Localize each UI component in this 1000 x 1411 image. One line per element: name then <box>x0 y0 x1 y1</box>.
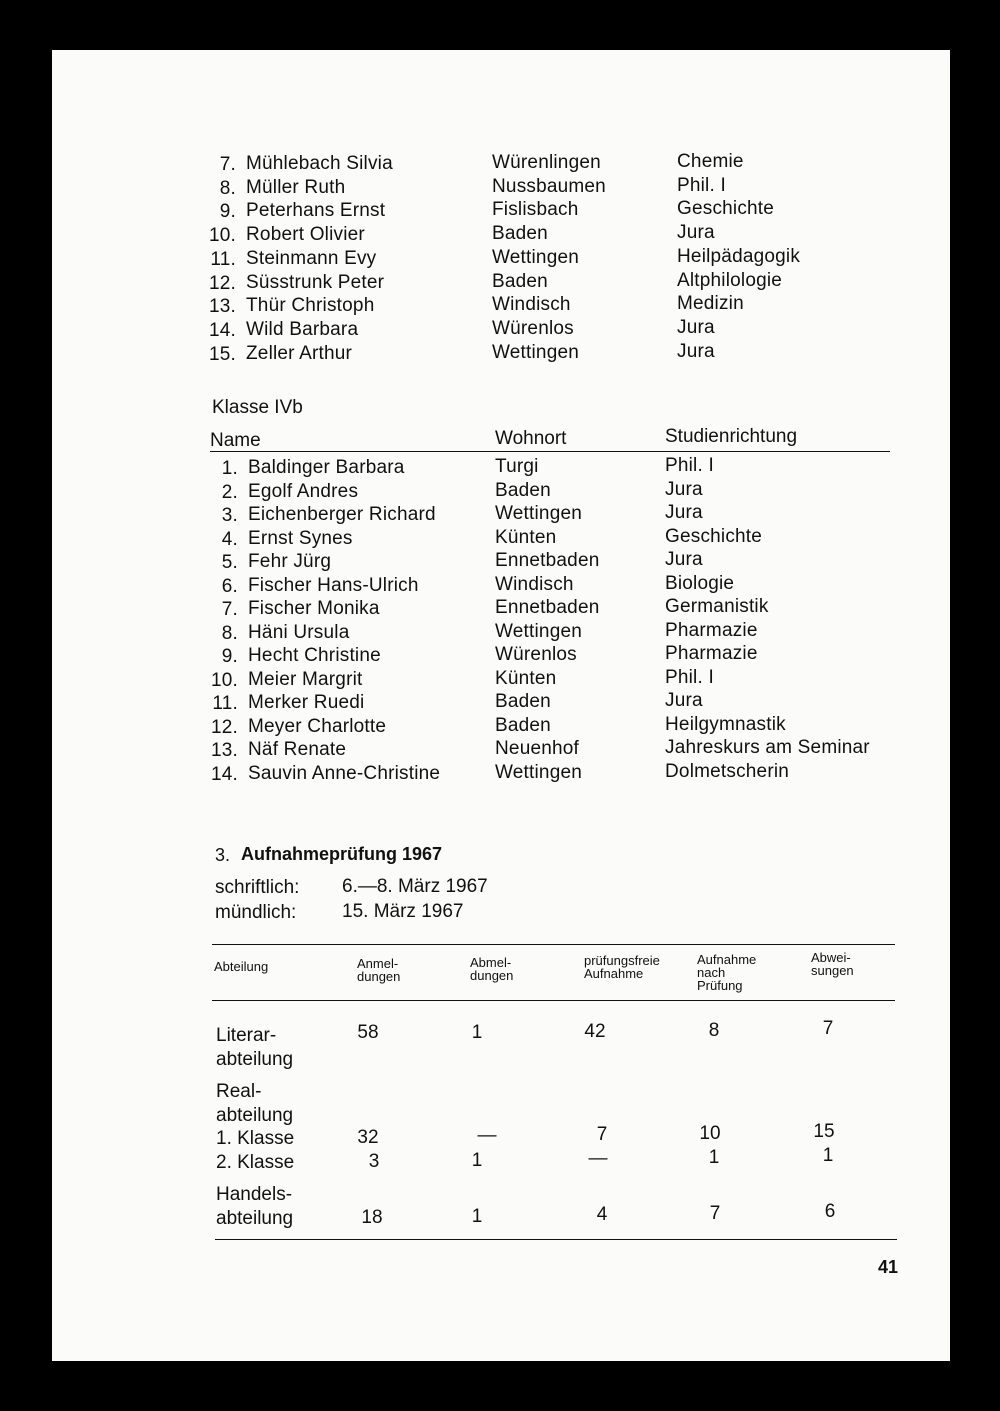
residence: Baden <box>492 223 548 245</box>
table-cell: 3 <box>368 1151 380 1172</box>
student-name: Peterhans Ernst <box>246 200 386 222</box>
residence: Künten <box>495 667 557 689</box>
list-item <box>52 502 950 529</box>
list-item <box>52 198 950 225</box>
item-number: 13. <box>208 296 236 318</box>
table-cell: 7 <box>822 1018 834 1039</box>
field-of-study: Phil. I <box>677 174 726 196</box>
residence: Baden <box>492 270 548 292</box>
residence: Wettingen <box>495 761 583 783</box>
field-of-study: Heilgymnastik <box>665 713 786 735</box>
student-name: Fischer Monika <box>248 598 380 619</box>
table-header-exam-free-admission: prüfungsfreie Aufnahme <box>584 953 660 981</box>
student-name: Näf Renate <box>248 739 347 760</box>
student-name: Meier Margrit <box>248 668 363 690</box>
table-header-registrations: Anmel- dungen <box>357 956 401 984</box>
field-of-study: Jura <box>677 222 715 244</box>
residence: Wettingen <box>495 620 583 642</box>
field-of-study: Jura <box>665 549 703 570</box>
list-item <box>52 760 950 788</box>
list-item <box>52 572 950 600</box>
table-cell: — <box>588 1148 608 1169</box>
residence: Würenlingen <box>492 152 601 173</box>
item-number: 11. <box>210 248 236 270</box>
list-item <box>52 340 950 368</box>
student-name: Steinmann Evy <box>246 247 377 269</box>
item-number: 9. <box>219 201 236 223</box>
class-title: Klasse IVb <box>212 397 303 418</box>
table-cell: 15 <box>813 1121 835 1142</box>
field-of-study: Biologie <box>665 572 735 594</box>
student-name: Baldinger Barbara <box>248 457 405 478</box>
item-number: 2. <box>221 481 238 503</box>
table-cell: 1 <box>471 1206 483 1227</box>
residence: Wettingen <box>492 341 580 363</box>
table-cell: 42 <box>584 1021 606 1042</box>
item-number: 15. <box>208 343 236 365</box>
table-cell: — <box>477 1125 497 1146</box>
student-name: Sauvin Anne-Christine <box>248 762 441 784</box>
list-item <box>52 455 950 482</box>
residence: Künten <box>495 526 557 548</box>
list-item <box>52 596 950 623</box>
field-of-study: Altphilologie <box>677 269 783 291</box>
row-label-class-2: 2. Klasse <box>216 1152 295 1173</box>
student-name: Wild Barbara <box>246 318 359 340</box>
table-cell: 4 <box>596 1204 608 1225</box>
table-header-admission-after-exam: Aufnahme nach Prüfung <box>697 952 757 993</box>
list-item <box>52 478 950 506</box>
residence: Baden <box>495 479 551 501</box>
item-number: 11. <box>212 693 238 714</box>
table-cell: 32 <box>357 1127 379 1148</box>
written-date: 6.—8. März 1967 <box>342 876 488 897</box>
residence: Würenlos <box>495 644 577 665</box>
table-cell: 58 <box>357 1022 379 1043</box>
list-item <box>52 549 950 576</box>
item-number: 12. <box>208 272 236 294</box>
student-name: Mühlebach Silvia <box>246 153 393 174</box>
table-cell: 7 <box>709 1203 721 1224</box>
field-of-study: Phil. I <box>665 455 714 476</box>
residence: Nussbaumen <box>492 175 606 197</box>
residence: Wettingen <box>492 246 580 268</box>
residence: Ennetbaden <box>495 550 600 571</box>
field-of-study: Chemie <box>677 151 744 172</box>
header-divider <box>210 451 890 452</box>
list-item <box>52 737 950 764</box>
residence: Würenlos <box>492 317 574 339</box>
item-number: 3. <box>221 505 238 526</box>
residence: Windisch <box>492 294 571 316</box>
list-item <box>52 316 950 344</box>
item-number: 12. <box>210 716 238 738</box>
student-name: Häni Ursula <box>248 621 350 643</box>
item-number: 7. <box>219 154 236 175</box>
table-cell: 1 <box>471 1150 483 1171</box>
table-header-rejections: Abwei- sungen <box>811 950 854 978</box>
item-number: 14. <box>210 763 238 785</box>
item-number: 8. <box>221 622 238 644</box>
list-item <box>52 151 950 178</box>
student-name: Fischer Hans-Ulrich <box>248 574 419 596</box>
section-number: 3. <box>215 845 231 865</box>
document-page <box>52 50 950 1361</box>
field-of-study: Geschichte <box>665 525 763 547</box>
table-cell: 6 <box>824 1201 836 1222</box>
table-cell: 1 <box>471 1022 483 1043</box>
list-item <box>52 643 950 670</box>
residence: Neuenhof <box>495 738 580 759</box>
item-number: 10. <box>208 225 236 247</box>
field-of-study: Medizin <box>677 293 744 315</box>
field-of-study: Jura <box>677 316 715 338</box>
field-of-study: Jahreskurs am Seminar <box>665 737 870 758</box>
table-cell: 1 <box>708 1147 720 1168</box>
residence: Wettingen <box>495 503 583 524</box>
list-item <box>52 293 950 320</box>
row-label-real: Real- abteilung <box>216 1081 294 1126</box>
table-header-rule <box>212 1000 895 1001</box>
field-of-study: Jura <box>665 690 703 711</box>
student-name: Egolf Andres <box>248 480 359 502</box>
table-cell: 10 <box>699 1123 721 1144</box>
field-of-study: Dolmetscherin <box>665 760 790 782</box>
row-label-handels: Handels- abteilung <box>216 1184 294 1229</box>
list-item <box>52 666 950 694</box>
residence: Windisch <box>495 573 574 595</box>
table-top-rule <box>212 944 895 945</box>
field-of-study: Jura <box>665 502 703 523</box>
student-name: Hecht Christine <box>248 645 381 666</box>
residence: Turgi <box>495 456 539 477</box>
item-number: 13. <box>210 740 238 761</box>
field-of-study: Heilpädagogik <box>677 245 801 267</box>
table-bottom-rule <box>215 1239 897 1240</box>
field-of-study: Jura <box>677 340 715 362</box>
row-label-literar: Literar- abteilung <box>216 1025 294 1070</box>
item-number: 8. <box>219 177 236 199</box>
oral-date: 15. März 1967 <box>342 901 464 922</box>
column-header-place: Wohnort <box>495 428 567 449</box>
residence: Baden <box>495 714 551 736</box>
item-number: 5. <box>221 552 238 573</box>
student-name: Merker Ruedi <box>248 692 365 713</box>
student-name: Süsstrunk Peter <box>246 271 385 293</box>
item-number: 7. <box>221 599 238 620</box>
column-header-study: Studienrichtung <box>665 426 798 447</box>
item-number: 4. <box>221 528 238 550</box>
column-header-name: Name <box>210 430 261 451</box>
student-name: Eichenberger Richard <box>248 504 436 525</box>
table-header-withdrawals: Abmel- dungen <box>470 955 514 983</box>
field-of-study: Jura <box>665 478 703 500</box>
field-of-study: Pharmazie <box>665 619 758 641</box>
written-label: schriftlich: <box>215 877 300 898</box>
page-number: 41 <box>878 1257 899 1277</box>
field-of-study: Phil. I <box>665 666 714 688</box>
list-item <box>52 619 950 647</box>
table-cell: 7 <box>596 1124 608 1145</box>
item-number: 14. <box>208 319 236 341</box>
section-title: Aufnahmeprüfung 1967 <box>241 844 443 864</box>
row-label-class-1: 1. Klasse <box>216 1128 295 1149</box>
table-header-department: Abteilung <box>214 959 269 974</box>
student-name: Zeller Arthur <box>246 342 353 364</box>
item-number: 6. <box>221 575 238 597</box>
residence: Ennetbaden <box>495 597 600 618</box>
list-item <box>52 245 950 273</box>
list-item <box>52 269 950 297</box>
item-number: 10. <box>210 669 238 691</box>
table-cell: 1 <box>822 1145 834 1166</box>
residence: Fislisbach <box>492 199 579 221</box>
student-name: Thür Christoph <box>246 295 375 317</box>
list-item <box>52 174 950 202</box>
table-cell: 18 <box>361 1207 383 1228</box>
list-item <box>52 690 950 717</box>
table-cell: 8 <box>708 1020 720 1041</box>
list-item <box>52 222 950 249</box>
oral-label: mündlich: <box>215 902 297 923</box>
item-number: 9. <box>221 646 238 667</box>
student-name: Meyer Charlotte <box>248 715 387 737</box>
field-of-study: Germanistik <box>665 596 769 617</box>
field-of-study: Pharmazie <box>665 643 758 664</box>
student-name: Fehr Jürg <box>248 551 332 572</box>
student-name: Robert Olivier <box>246 224 365 246</box>
student-name: Müller Ruth <box>246 176 346 198</box>
field-of-study: Geschichte <box>677 198 775 220</box>
item-number: 1. <box>221 458 238 479</box>
student-name: Ernst Synes <box>248 527 353 549</box>
list-item <box>52 525 950 553</box>
residence: Baden <box>495 691 551 712</box>
